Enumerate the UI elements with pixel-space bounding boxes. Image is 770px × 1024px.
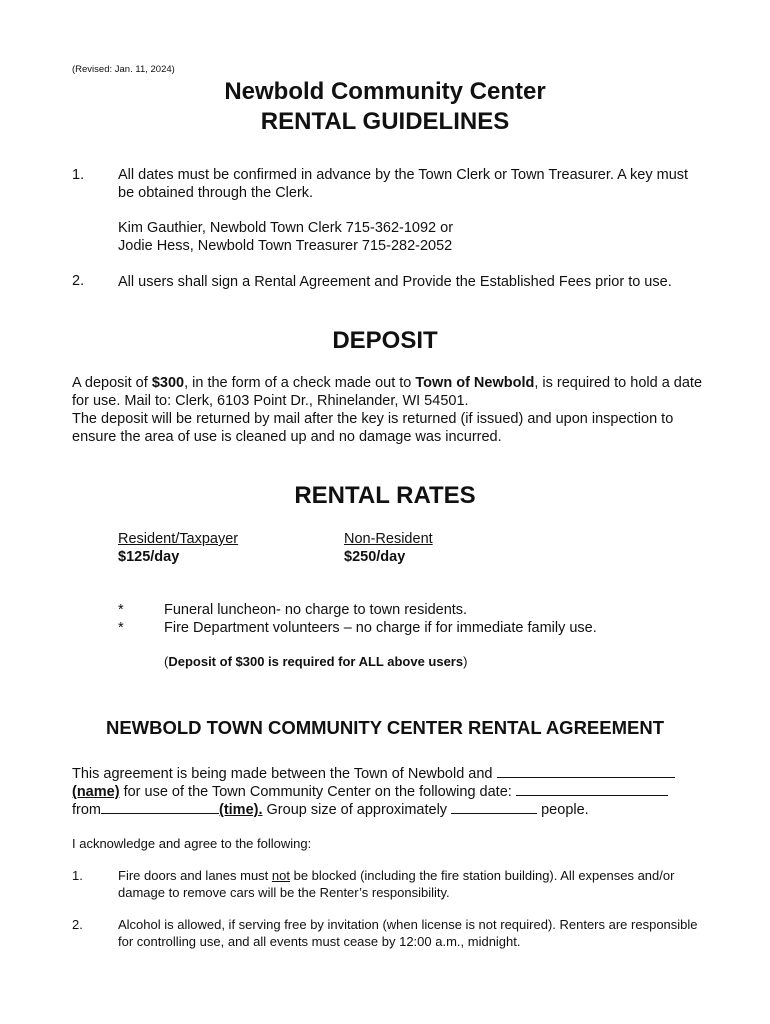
agreement-line-2: (name) for use of the Town Community Center on the following date:	[72, 782, 668, 801]
bullet-mark: *	[118, 602, 124, 618]
deposit-amount: $300	[151, 375, 185, 391]
bullet-text: Funeral luncheon- no charge to town residents.	[164, 602, 468, 618]
agreement-heading: NEWBOLD TOWN COMMUNITY CENTER RENTAL AGREEMENT	[105, 717, 665, 738]
contact-clerk: Kim Gauthier, Newbold Town Clerk 715-362-1092 or	[118, 220, 454, 236]
renter-name-field[interactable]	[497, 764, 675, 778]
document-title: Newbold Community Center	[224, 78, 546, 105]
rental-time-field[interactable]	[101, 800, 219, 814]
agreement-item-number: 2.	[72, 917, 83, 932]
agreement-line-1: This agreement is being made between the Town of Newbold and	[72, 764, 675, 783]
deposit-heading: DEPOSIT	[332, 327, 438, 354]
deposit-payee: Town of Newbold	[415, 375, 535, 391]
rental-date-field[interactable]	[516, 782, 668, 796]
nonresident-price: $250/day	[344, 549, 406, 565]
guideline-text: All dates must be confirmed in advance by the Town Clerk or Town Treasurer. A key must be obtained through the Clerk.	[118, 167, 689, 201]
resident-label: Resident/Taxpayer	[118, 531, 239, 547]
agreement-item-text: Alcohol is allowed, if serving free by invitation (when license is not required). Renters are responsible for controlling use, and all events must cease by 12:00 a.m., midnight.	[118, 917, 698, 949]
revision-date: (Revised: Jan. 11, 2024)	[72, 64, 175, 75]
acknowledgement: I acknowledge and agree to the following:	[72, 836, 312, 851]
time-label: (time).	[219, 802, 263, 818]
nonresident-label: Non-Resident	[344, 531, 433, 547]
guideline-number: 2.	[72, 273, 85, 289]
deposit-note: (Deposit of $300 is required for ALL above users)	[164, 654, 468, 669]
guideline-number: 1.	[72, 167, 85, 183]
deposit-paragraph: A deposit of $300, in the form of a check made out to Town of Newbold, is required to hold a date for use. Mail to: Clerk, 6103 Point Dr., Rhinelander, WI 54501.	[72, 375, 703, 409]
rates-heading: RENTAL RATES	[294, 482, 476, 509]
agreement-item-number: 1.	[72, 868, 83, 883]
group-size-field[interactable]	[451, 800, 537, 814]
bullet-mark: *	[118, 620, 124, 636]
contact-treasurer: Jodie Hess, Newbold Town Treasurer 715-282-2052	[118, 238, 453, 254]
name-label: (name)	[72, 784, 120, 800]
agreement-item-text: Fire doors and lanes must not be blocked (including the fire station building). All expenses and/or damage to remove cars will be the Renter’s responsibility.	[118, 868, 675, 900]
bullet-text: Fire Department volunteers – no charge if for immediate family use.	[164, 620, 597, 636]
resident-price: $125/day	[118, 549, 180, 565]
document-subtitle: RENTAL GUIDELINES	[260, 108, 510, 135]
agreement-line-3: from (time). Group size of approximately people.	[72, 802, 589, 818]
deposit-return-paragraph: The deposit will be returned by mail after the key is returned (if issued) and upon inspection to ensure the area of use is cleaned up and no damage was incurred.	[72, 411, 674, 445]
guideline-text: All users shall sign a Rental Agreement and Provide the Established Fees prior to use.	[118, 274, 672, 290]
